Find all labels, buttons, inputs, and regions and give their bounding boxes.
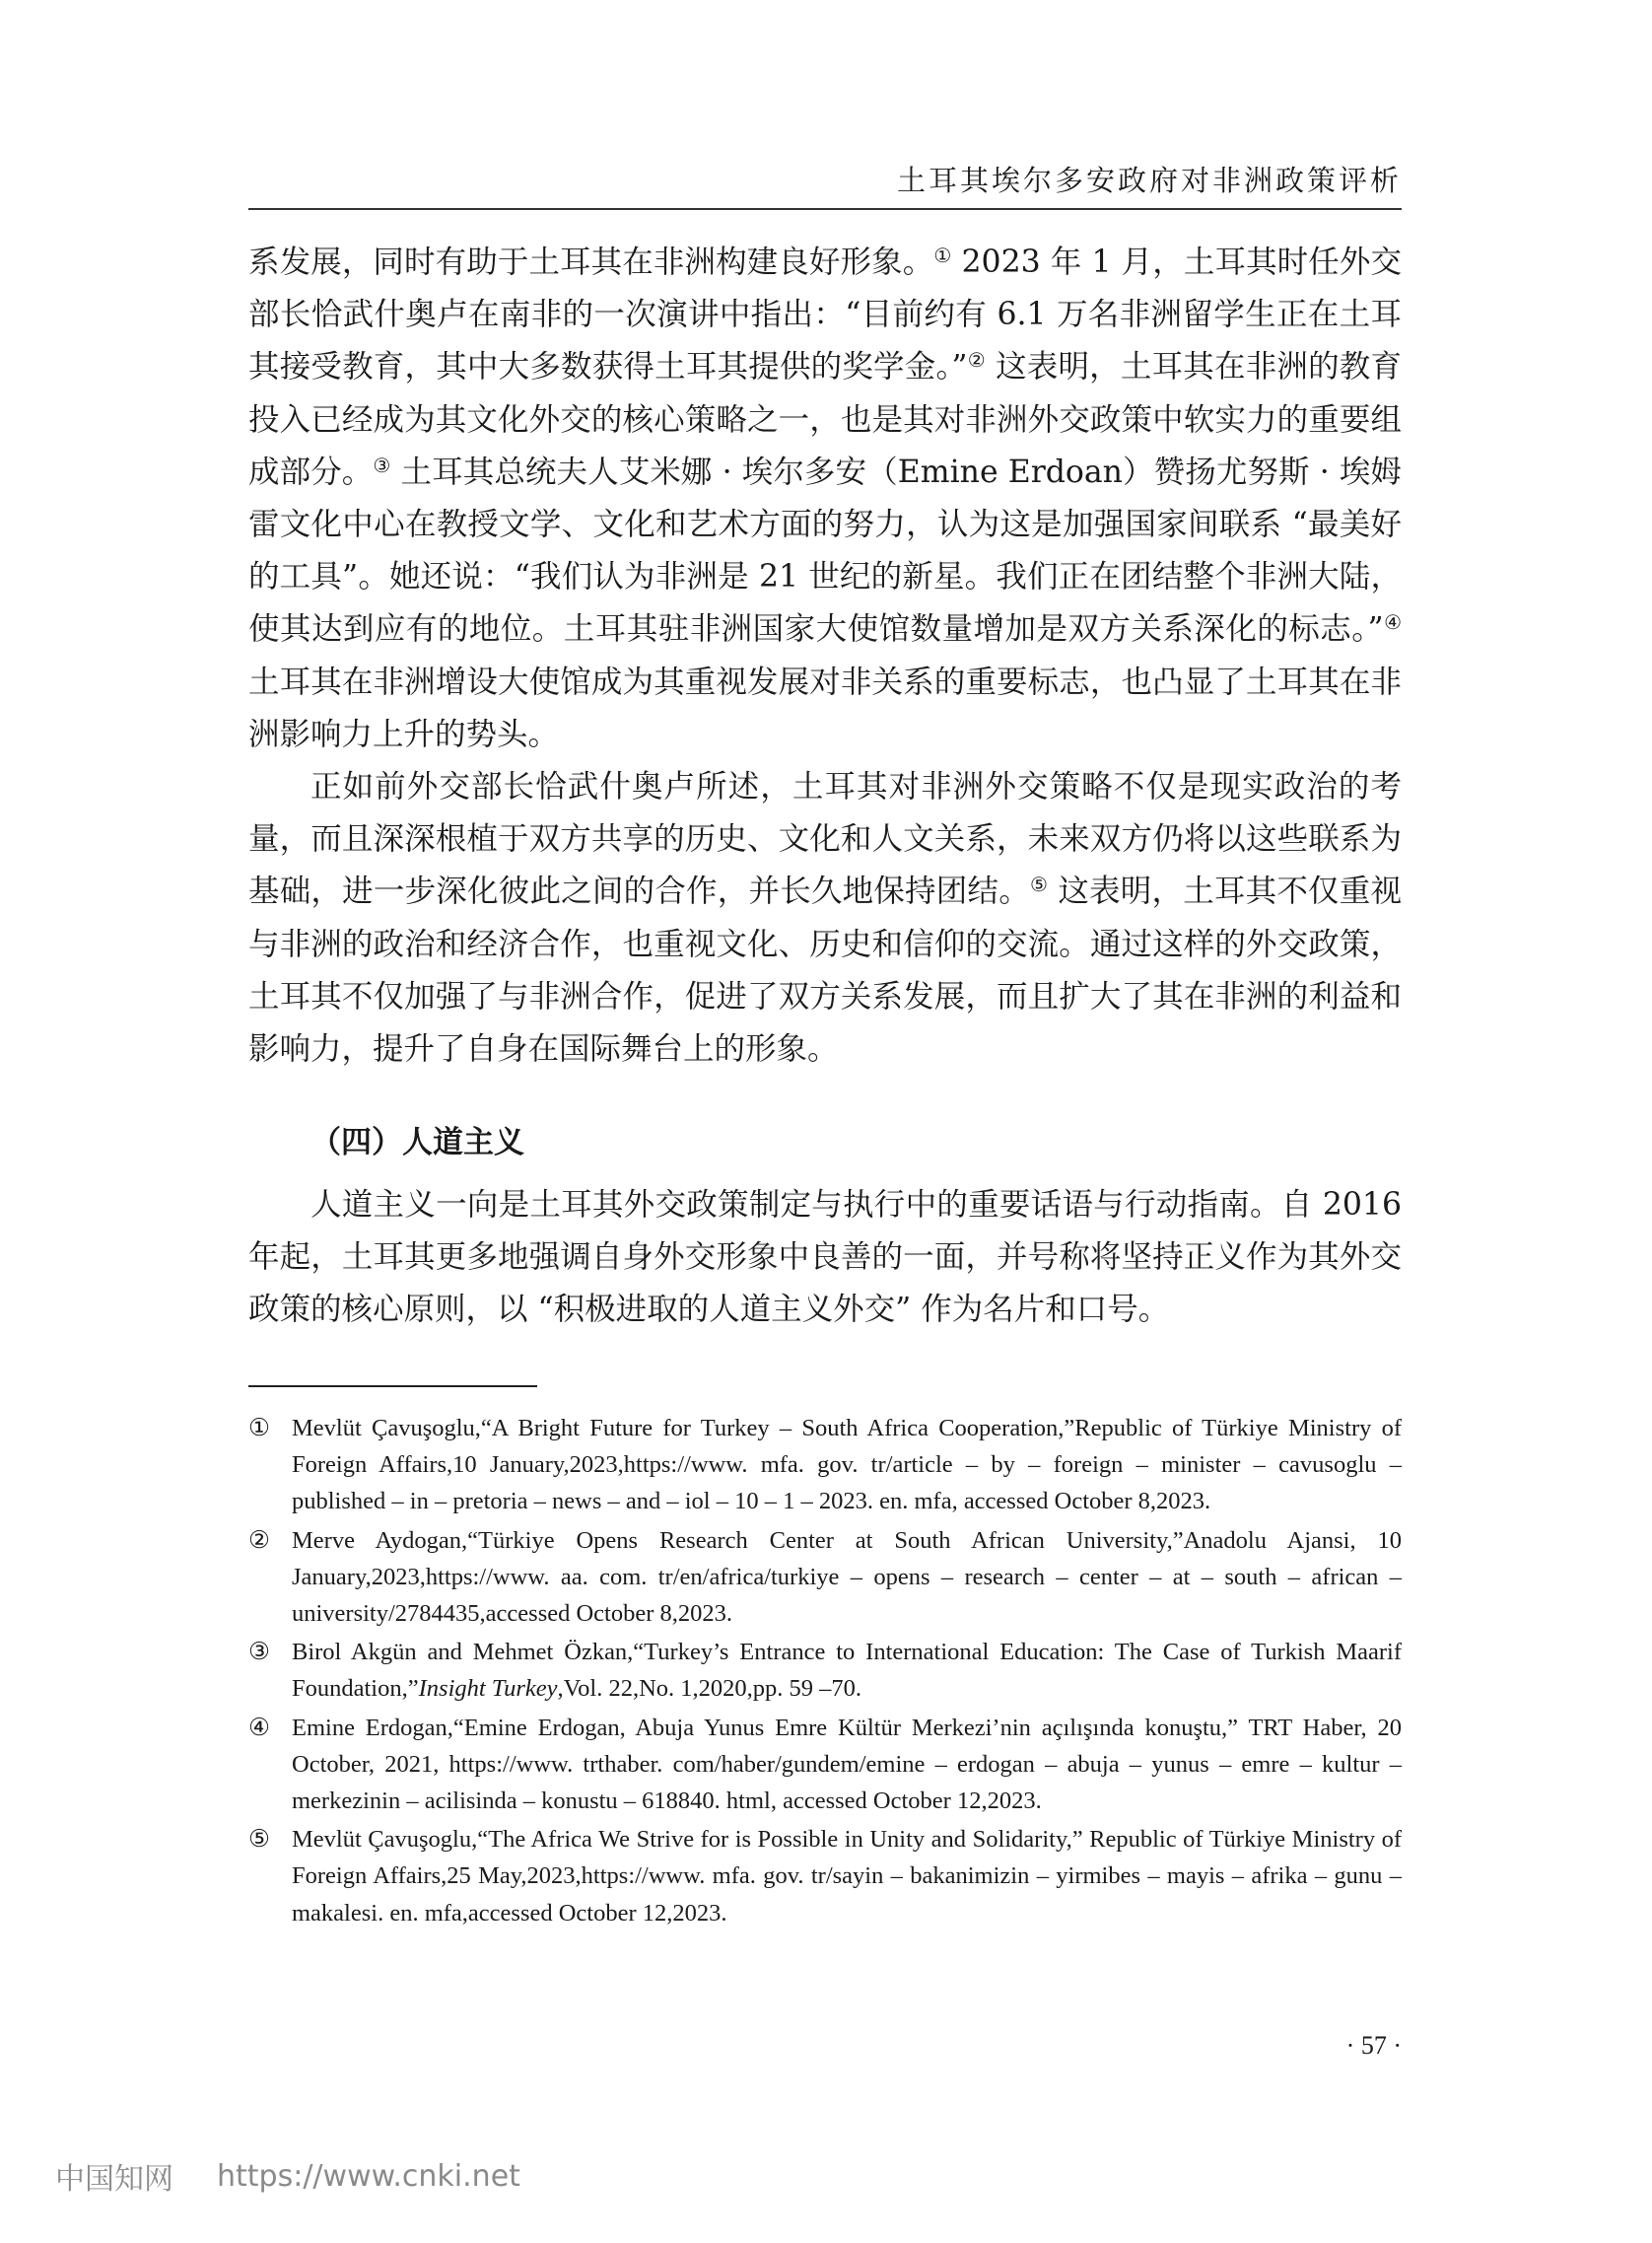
- footnote-ref-1[interactable]: ①: [933, 244, 952, 267]
- footnote-5: [248, 1821, 1402, 1931]
- text-run: 这表明，土耳其在非洲的教育投入已经成为其文化外交的核心策略之一，也是其对非洲外交政策中软实力的重要组成部分。: [248, 349, 1403, 490]
- footnote-3: [248, 1634, 1402, 1707]
- body-paragraph-3: [248, 1179, 1402, 1337]
- footnotes: [248, 1410, 1402, 1933]
- footnote-number: ③: [248, 1639, 270, 1666]
- text-run: 系发展，同时有助于土耳其在非洲构建良好形象。: [248, 245, 934, 280]
- footnote-number: ④: [248, 1714, 270, 1741]
- footnote-text: Mevlüt Çavuşoglu,“The Africa We Strive for is Possible in Unity and Solidarity,” Republic of Türkiye Ministry of Foreign Affairs,25 May,2023,https://www. mfa. gov. tr/sayin – bakanimizin – yirmibes – mayis – afrika – gunu – makalesi. en. mfa,accessed October 12,2023.: [292, 1826, 1402, 1927]
- text-run: 正如前外交部长恰武什奥卢所述，土耳其对非洲外交策略不仅是现实政治的考量，而且深深根植于双方共享的历史、文化和人文关系，未来双方仍将以这些联系为基础，进一步深化彼此之间的合作，并长久地保持团结。: [248, 769, 1402, 910]
- citation-text: ,Vol. 22,No. 1,2020,pp. 59 –70.: [557, 1675, 862, 1703]
- journal-title: Insight Turkey: [418, 1675, 558, 1703]
- text-run: 2023 年 1 月，土耳其时任外交部长恰武什奥卢在南非的一次演讲中指出：“目前约有 6.1 万名非洲留学生正在土耳其接受教育，其中大多数获得土耳其提供的奖学金。”: [248, 245, 1402, 386]
- footnote-text: Mevlüt Çavuşoglu,“A Bright Future for Turkey – South Africa Cooperation,”Republic of Türkiye Ministry of Foreign Affairs,10 January,2023,https://www. mfa. gov. tr/article – by – foreign – minister – cavusoglu – published – in – pretoria – news – and – iol – 10 – 1 – 2023. en. mfa, accessed October 8,2023.: [292, 1415, 1402, 1515]
- footnote-text: [292, 1634, 1402, 1707]
- text-run: 这表明，土耳其不仅重视与非洲的政治和经济合作，也重视文化、历史和信仰的交流。通过这样的外交政策，土耳其不仅加强了与非洲合作，促进了双方关系发展，而且扩大了其在非洲的利益和影响力，提升了自身在国际舞台上的形象。: [248, 874, 1402, 1068]
- footnote-separator: [248, 1385, 537, 1387]
- watermark-url[interactable]: https://www.cnki.net: [217, 2158, 520, 2194]
- body-paragraphs: [248, 237, 1402, 1076]
- footnote-number: ①: [248, 1415, 270, 1441]
- footnote-4: [248, 1710, 1402, 1820]
- footnote-ref-5[interactable]: ⑤: [1029, 873, 1049, 897]
- page-number: · 57 ·: [1345, 2031, 1402, 2060]
- section-heading: （四）人道主义: [310, 1125, 524, 1160]
- footnote-number: ②: [248, 1526, 270, 1554]
- text-run: 土耳其在非洲增设大使馆成为其重视发展对非关系的重要标志，也凸显了土耳其在非洲影响力上升的势头。: [248, 664, 1402, 752]
- text-run: 土耳其总统夫人艾米娜 · 埃尔多安（Emine Erdoan）赞扬尤努斯 · 埃姆雷文化中心在教授文学、文化和艺术方面的努力，认为这是加强国家间联系 “最美好的工具”。她还说：“我们认为非洲是 21 世纪的新星。我们正在团结整个非洲大陆，使其达到应有的地位。土耳其驻非洲国家大使馆数量增加是双方关系深化的标志。”: [248, 454, 1402, 648]
- paragraph-2: [248, 761, 1402, 1076]
- header-rule: [248, 208, 1402, 210]
- footnote-2: [248, 1522, 1402, 1633]
- watermark: [55, 2154, 520, 2198]
- running-header: 土耳其埃尔多安政府对非洲政策评析: [896, 164, 1402, 197]
- footnote-1: [248, 1410, 1402, 1520]
- footnote-ref-4[interactable]: ④: [1383, 610, 1403, 635]
- footnote-ref-3[interactable]: ③: [373, 453, 391, 477]
- footnote-text: Merve Aydogan,“Türkiye Opens Research Center at South African University,”Anadolu Ajansi, 10 January,2023,https://www. aa. com. tr/en/africa/turkiye – opens – research – center – at – south – african – university/2784435,accessed October 8,2023.: [292, 1526, 1402, 1628]
- citation-text: Birol Akgün and Mehmet Özkan,“Turkey’s Entrance to International Education: The Case of Turkish Maarif Foundation,”: [292, 1639, 1402, 1703]
- watermark-brand: 中国知网: [55, 2162, 173, 2197]
- paragraph-1: [248, 237, 1402, 761]
- footnote-ref-2[interactable]: ②: [967, 348, 986, 373]
- footnote-text: Emine Erdogan,“Emine Erdogan, Abuja Yunus Emre Kültür Merkezi’nin açılışında konuştu,” TRT Haber, 20 October, 2021, https://www. trthaber. com/haber/gundem/emine – erdogan – abuja – yunus – emre – kultur – merkezinin – acilisinda – konustu – 618840. html, accessed October 12,2023.: [292, 1714, 1402, 1815]
- footnote-number: ⑤: [248, 1826, 270, 1854]
- paragraph-3: 人道主义一向是土耳其外交政策制定与执行中的重要话语与行动指南。自 2016 年起，土耳其更多地强调自身外交形象中良善的一面，并号称将坚持正义作为其外交政策的核心原则，以 “积极进取的人道主义外交” 作为名片和口号。: [248, 1187, 1402, 1328]
